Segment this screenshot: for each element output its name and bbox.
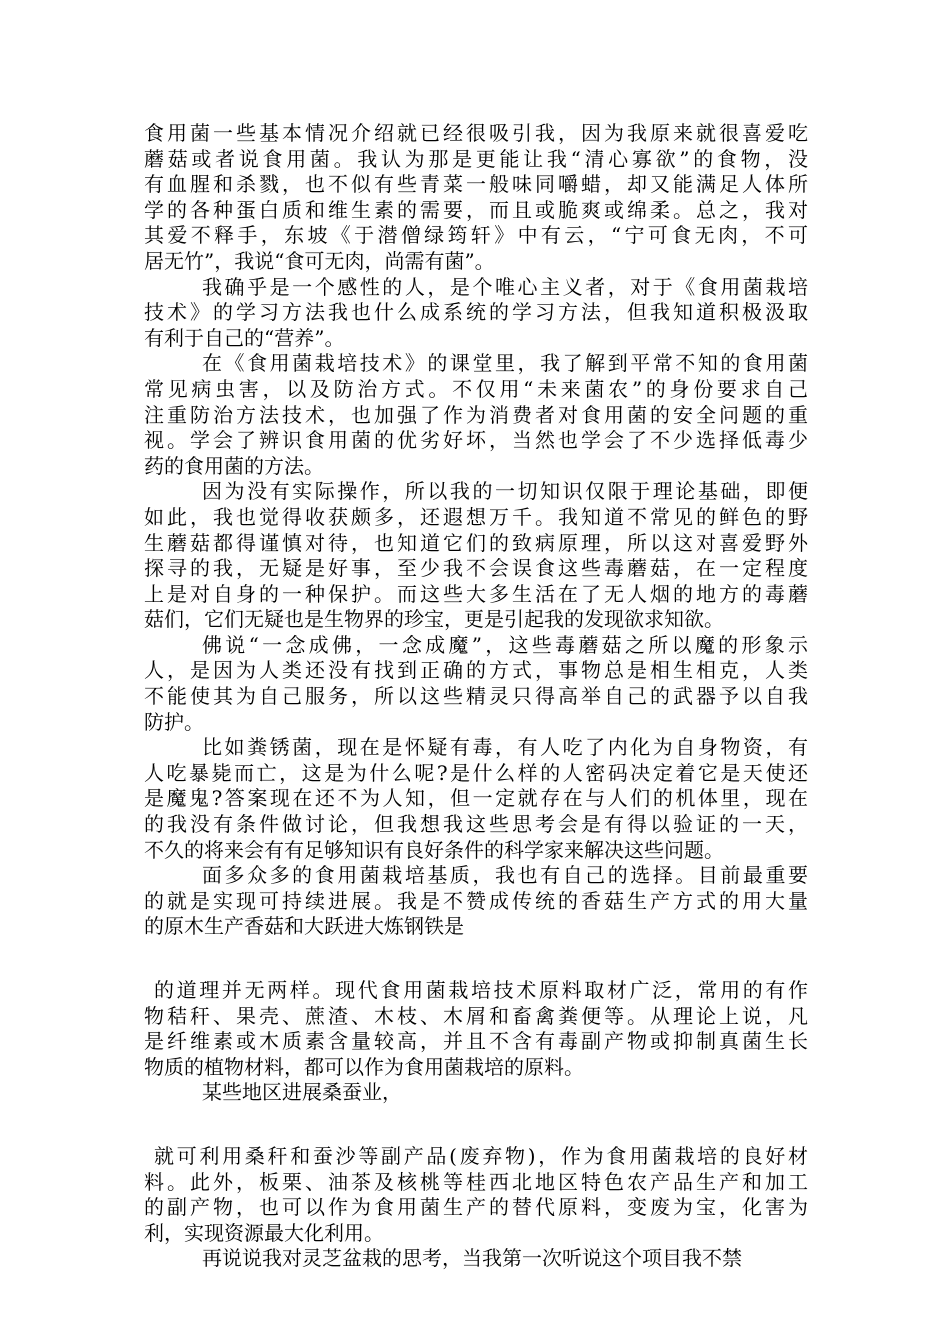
- document-page: [144, 121, 808, 1272]
- text-line: 学的各种蛋白质和维生素的需要，而且或脆爽或绵柔。总之，我对: [144, 197, 808, 222]
- text-line: 面多众多的食用菌栽培基质，我也有自己的选择。目前最重要: [202, 863, 808, 888]
- text-line: 我确乎是一个感性的人，是个唯心主义者，对于《食用菌栽培: [202, 274, 808, 299]
- paragraph: [144, 121, 808, 275]
- paragraph: [144, 275, 808, 352]
- text-line: 有血腥和杀戮，也不似有些青菜一般味同嚼蜡，却又能满足人体所: [144, 172, 808, 197]
- text-line: 不久的将来会有有足够知识有良好条件的科学家来解决这些问题。: [144, 837, 724, 862]
- paragraph: [144, 1246, 808, 1272]
- text-line: 防护。: [144, 709, 204, 734]
- text-line: 视。学会了辨识食用菌的优劣好坏，当然也学会了不少选择低毒少: [144, 428, 808, 453]
- text-line: 的副产物，也可以作为食用菌生产的替代原料，变废为宝，化害为: [144, 1195, 808, 1220]
- text-line: 人吃暴毙而亡，这是为什么呢?是什么样的人密码决定着它是天使还: [144, 760, 808, 785]
- text-line: 因为没有实际操作，所以我的一切知识仅限于理论基础，即便: [202, 479, 808, 504]
- text-line: 居无竹”，我说“食可无肉，尚需有菌”。: [144, 248, 495, 273]
- text-line: 的原木生产香菇和大跃进大炼钢铁是: [144, 914, 464, 939]
- text-line: 某些地区进展桑蚕业，: [202, 1080, 402, 1105]
- text-line: 其爱不释手，东坡《于潜僧绿筠轩》中有云，“宁可食无肉，不可: [144, 223, 808, 248]
- paragraph: [144, 735, 808, 863]
- text-line: 的道理并无两样。现代食用菌栽培技术原料取材广泛，常用的有作: [154, 978, 808, 1002]
- text-line: 不能使其为自己服务，所以这些精灵只得高举自己的武器予以自我: [144, 684, 808, 709]
- text-line: 如此，我也觉得收获颇多，还遐想万千。我知道不常见的鲜色的野: [144, 504, 808, 529]
- text-line: 是纤维素或木质素含量较高，并且不含有毒副产物或抑制真菌生长: [144, 1029, 808, 1054]
- text-line: 药的食用菌的方法。: [144, 453, 324, 478]
- text-line: 就可利用桑秆和蚕沙等副产品(废弃物)，作为食用菌栽培的良好材: [154, 1143, 808, 1168]
- text-line: 菇们，它们无疑也是生物界的珍宝，更是引起我的发现欲求知欲。: [144, 607, 724, 632]
- text-line: 有利于自己的“营养”。: [144, 325, 345, 350]
- text-line: 比如粪锈菌，现在是怀疑有毒，有人吃了内化为自身物资，有: [202, 735, 808, 760]
- paragraph: [144, 351, 808, 479]
- paragraph: [144, 1144, 808, 1246]
- text-line: 技术》的学习方法我也什么成系统的学习方法，但我知道积极汲取: [144, 300, 808, 325]
- text-line: 是魔鬼?答案现在还不为人知，但一定就存在与人们的机体里，现在: [144, 786, 808, 811]
- text-line: 注重防治方法技术，也加强了作为消费者对食用菌的安全问题的重: [144, 402, 808, 427]
- paragraph: [144, 978, 808, 1080]
- paragraph: [144, 633, 808, 735]
- text-line: 在《食用菌栽培技术》的课堂里，我了解到平常不知的食用菌: [202, 351, 808, 376]
- text-line: 物秸秆、果壳、蔗渣、木枝、木屑和畜禽粪便等。从理论上说，凡: [144, 1003, 808, 1028]
- text-line: 探寻的我，无疑是好事，至少我不会误食这些毒蘑菇，在一定程度: [144, 556, 808, 581]
- text-line: 食用菌一些基本情况介绍就已经很吸引我，因为我原来就很喜爱吃: [144, 121, 808, 145]
- text-line: 再说说我对灵芝盆栽的思考，当我第一次听说这个项目我不禁: [202, 1246, 742, 1271]
- paragraph: [144, 1080, 808, 1106]
- text-line: 佛说“一念成佛，一念成魔”，这些毒蘑菇之所以魔的形象示: [202, 632, 808, 657]
- text-line: 蘑菇或者说食用菌。我认为那是更能让我“清心寡欲”的食物，没: [144, 146, 808, 171]
- paragraph-gap: [144, 940, 808, 978]
- text-line: 人，是因为人类还没有找到正确的方式，事物总是相生相克，人类: [144, 658, 808, 683]
- text-line: 物质的植物材料，都可以作为食用菌栽培的原料。: [144, 1054, 584, 1079]
- text-line: 料。此外，板栗、油茶及核桃等桂西北地区特色农产品生产和加工: [144, 1169, 808, 1194]
- text-line: 的我没有条件做讨论，但我想我这些思考会是有得以验证的一天，: [144, 812, 808, 837]
- text-line: 的就是实现可持续进展。我是不赞成传统的香菇生产方式的用大量: [144, 888, 808, 913]
- text-line: 上是对自身的一种保护。而这些大多生活在了无人烟的地方的毒蘑: [144, 581, 808, 606]
- text-line: 利，实现资源最大化利用。: [144, 1220, 384, 1245]
- text-line: 常见病虫害，以及防治方式。不仅用“未来菌农”的身份要求自己: [144, 376, 808, 401]
- paragraph-gap: [144, 1106, 808, 1144]
- paragraph: [144, 863, 808, 940]
- text-line: 生蘑菇都得谨慎对待，也知道它们的致病原理，所以这对喜爱野外: [144, 530, 808, 555]
- paragraph: [144, 479, 808, 633]
